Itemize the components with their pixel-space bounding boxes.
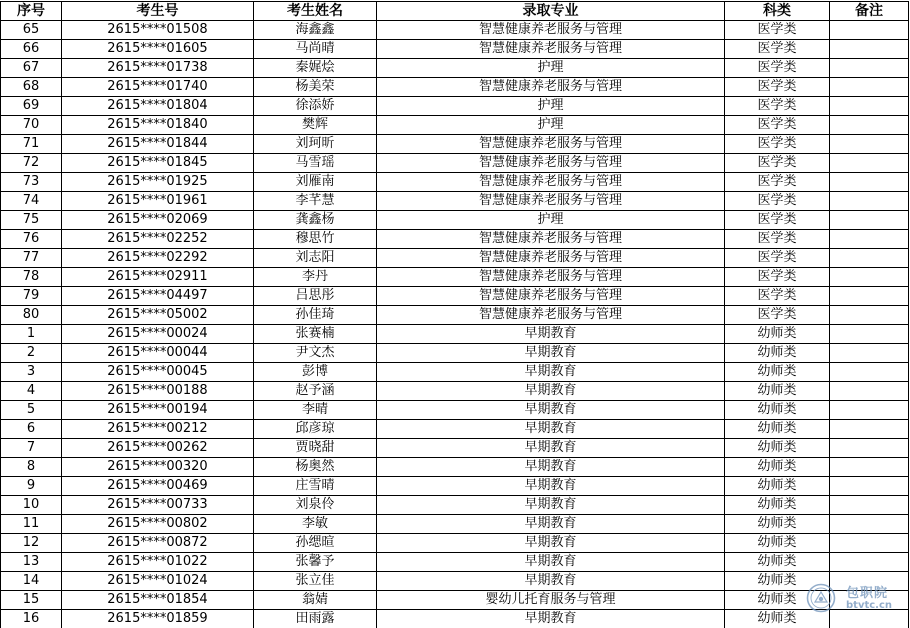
table-row: [1, 572, 909, 591]
cell-admitted-major: 早期教育: [377, 496, 725, 515]
table-row: [1, 515, 909, 534]
cell-exam-number: 2615****00733: [62, 496, 254, 515]
cell-student-name: 龚鑫杨: [254, 211, 377, 230]
cell-serial: 1: [1, 325, 62, 344]
cell-serial: 14: [1, 572, 62, 591]
cell-student-name: 海鑫鑫: [254, 21, 377, 40]
watermark: [806, 582, 906, 616]
cell-exam-number: 2615****01844: [62, 135, 254, 154]
cell-admitted-major: 早期教育: [377, 439, 725, 458]
cell-admitted-major: 护理: [377, 211, 725, 230]
cell-remarks: [830, 59, 909, 78]
cell-remarks: [830, 477, 909, 496]
cell-admitted-major: 早期教育: [377, 458, 725, 477]
cell-serial: 78: [1, 268, 62, 287]
cell-exam-number: 2615****02911: [62, 268, 254, 287]
header-row: [1, 2, 909, 21]
cell-exam-number: 2615****02292: [62, 249, 254, 268]
table-row: [1, 78, 909, 97]
cell-admitted-major: 早期教育: [377, 325, 725, 344]
cell-serial: 10: [1, 496, 62, 515]
cell-remarks: [830, 553, 909, 572]
cell-exam-number: 2615****01605: [62, 40, 254, 59]
cell-admitted-major: 早期教育: [377, 572, 725, 591]
cell-student-name: 秦娓烩: [254, 59, 377, 78]
cell-remarks: [830, 306, 909, 325]
cell-exam-number: 2615****00262: [62, 439, 254, 458]
table-row: [1, 477, 909, 496]
cell-category: 幼师类: [725, 610, 830, 628]
cell-student-name: 刘泉伶: [254, 496, 377, 515]
table-row: [1, 40, 909, 59]
watermark-url: btvtc.cn: [846, 600, 893, 611]
cell-student-name: 杨奥然: [254, 458, 377, 477]
cell-student-name: 李芊慧: [254, 192, 377, 211]
table-row: [1, 97, 909, 116]
cell-student-name: 李晴: [254, 401, 377, 420]
cell-admitted-major: 护理: [377, 116, 725, 135]
cell-student-name: 李敏: [254, 515, 377, 534]
cell-exam-number: 2615****01845: [62, 154, 254, 173]
cell-admitted-major: 护理: [377, 97, 725, 116]
table-row: [1, 249, 909, 268]
cell-admitted-major: 智慧健康养老服务与管理: [377, 78, 725, 97]
cell-remarks: [830, 268, 909, 287]
cell-category: 幼师类: [725, 420, 830, 439]
cell-category: 幼师类: [725, 458, 830, 477]
admission-table: [0, 1, 909, 628]
table-row: [1, 610, 909, 628]
cell-category: 幼师类: [725, 363, 830, 382]
cell-serial: 72: [1, 154, 62, 173]
cell-serial: 6: [1, 420, 62, 439]
table-row: [1, 591, 909, 610]
cell-remarks: [830, 534, 909, 553]
table-row: [1, 211, 909, 230]
cell-exam-number: 2615****00024: [62, 325, 254, 344]
cell-remarks: [830, 287, 909, 306]
cell-serial: 3: [1, 363, 62, 382]
cell-exam-number: 2615****01022: [62, 553, 254, 572]
cell-remarks: [830, 173, 909, 192]
cell-category: 幼师类: [725, 496, 830, 515]
cell-serial: 71: [1, 135, 62, 154]
cell-admitted-major: 智慧健康养老服务与管理: [377, 154, 725, 173]
cell-exam-number: 2615****05002: [62, 306, 254, 325]
table-row: [1, 439, 909, 458]
cell-remarks: [830, 420, 909, 439]
cell-exam-number: 2615****00469: [62, 477, 254, 496]
cell-serial: 73: [1, 173, 62, 192]
cell-exam-number: 2615****00188: [62, 382, 254, 401]
cell-admitted-major: 早期教育: [377, 515, 725, 534]
cell-admitted-major: 智慧健康养老服务与管理: [377, 135, 725, 154]
cell-serial: 15: [1, 591, 62, 610]
table-row: [1, 268, 909, 287]
cell-admitted-major: 早期教育: [377, 344, 725, 363]
cell-student-name: 赵予涵: [254, 382, 377, 401]
table-row: [1, 116, 909, 135]
header-admitted-major: 录取专业: [377, 2, 725, 21]
cell-serial: 75: [1, 211, 62, 230]
cell-admitted-major: 早期教育: [377, 610, 725, 628]
cell-exam-number: 2615****00044: [62, 344, 254, 363]
cell-category: 幼师类: [725, 477, 830, 496]
cell-remarks: [830, 154, 909, 173]
cell-student-name: 翁婧: [254, 591, 377, 610]
cell-student-name: 刘珂昕: [254, 135, 377, 154]
cell-exam-number: 2615****02069: [62, 211, 254, 230]
cell-category: 医学类: [725, 154, 830, 173]
cell-remarks: [830, 325, 909, 344]
cell-exam-number: 2615****00194: [62, 401, 254, 420]
cell-category: 幼师类: [725, 572, 830, 591]
cell-exam-number: 2615****00320: [62, 458, 254, 477]
cell-remarks: [830, 211, 909, 230]
cell-serial: 4: [1, 382, 62, 401]
table-row: [1, 173, 909, 192]
table-row: [1, 344, 909, 363]
cell-admitted-major: 智慧健康养老服务与管理: [377, 230, 725, 249]
cell-student-name: 田雨露: [254, 610, 377, 628]
cell-student-name: 马尚晴: [254, 40, 377, 59]
table-row: [1, 553, 909, 572]
cell-remarks: [830, 192, 909, 211]
cell-exam-number: 2615****01859: [62, 610, 254, 628]
cell-serial: 65: [1, 21, 62, 40]
cell-exam-number: 2615****01925: [62, 173, 254, 192]
table-row: [1, 59, 909, 78]
cell-exam-number: 2615****00872: [62, 534, 254, 553]
cell-remarks: [830, 40, 909, 59]
cell-exam-number: 2615****00802: [62, 515, 254, 534]
header-serial: 序号: [1, 2, 62, 21]
cell-admitted-major: 智慧健康养老服务与管理: [377, 306, 725, 325]
table-row: [1, 458, 909, 477]
cell-student-name: 穆思竹: [254, 230, 377, 249]
cell-remarks: [830, 230, 909, 249]
cell-serial: 68: [1, 78, 62, 97]
cell-remarks: [830, 97, 909, 116]
cell-serial: 70: [1, 116, 62, 135]
cell-category: 医学类: [725, 59, 830, 78]
cell-admitted-major: 早期教育: [377, 363, 725, 382]
cell-student-name: 张馨予: [254, 553, 377, 572]
cell-serial: 8: [1, 458, 62, 477]
cell-admitted-major: 早期教育: [377, 553, 725, 572]
cell-exam-number: 2615****01508: [62, 21, 254, 40]
table-row: [1, 420, 909, 439]
cell-category: 医学类: [725, 268, 830, 287]
cell-category: 幼师类: [725, 439, 830, 458]
cell-admitted-major: 早期教育: [377, 534, 725, 553]
cell-admitted-major: 婴幼儿托育服务与管理: [377, 591, 725, 610]
cell-category: 医学类: [725, 192, 830, 211]
cell-exam-number: 2615****01961: [62, 192, 254, 211]
table-row: [1, 135, 909, 154]
cell-student-name: 张立佳: [254, 572, 377, 591]
cell-admitted-major: 智慧健康养老服务与管理: [377, 192, 725, 211]
cell-student-name: 马雪瑶: [254, 154, 377, 173]
header-remarks: 备注: [830, 2, 909, 21]
table-row: [1, 496, 909, 515]
table-row: [1, 401, 909, 420]
cell-exam-number: 2615****01804: [62, 97, 254, 116]
table-row: [1, 325, 909, 344]
cell-remarks: [830, 382, 909, 401]
cell-category: 医学类: [725, 306, 830, 325]
cell-remarks: [830, 116, 909, 135]
cell-exam-number: 2615****01024: [62, 572, 254, 591]
cell-category: 医学类: [725, 211, 830, 230]
cell-category: 幼师类: [725, 344, 830, 363]
cell-exam-number: 2615****02252: [62, 230, 254, 249]
table-row: [1, 192, 909, 211]
table-row: [1, 154, 909, 173]
cell-serial: 67: [1, 59, 62, 78]
cell-exam-number: 2615****01854: [62, 591, 254, 610]
cell-student-name: 孙佳琦: [254, 306, 377, 325]
cell-student-name: 彭博: [254, 363, 377, 382]
table-row: [1, 363, 909, 382]
watermark-name: 包职院: [846, 586, 889, 601]
cell-category: 医学类: [725, 287, 830, 306]
cell-serial: 12: [1, 534, 62, 553]
cell-serial: 76: [1, 230, 62, 249]
table-body: [1, 21, 909, 628]
cell-category: 医学类: [725, 173, 830, 192]
cell-serial: 9: [1, 477, 62, 496]
cell-remarks: [830, 344, 909, 363]
cell-student-name: 张赛楠: [254, 325, 377, 344]
cell-student-name: 尹文杰: [254, 344, 377, 363]
cell-serial: 69: [1, 97, 62, 116]
cell-category: 幼师类: [725, 515, 830, 534]
cell-exam-number: 2615****04497: [62, 287, 254, 306]
cell-exam-number: 2615****00212: [62, 420, 254, 439]
cell-admitted-major: 早期教育: [377, 477, 725, 496]
cell-student-name: 庄雪晴: [254, 477, 377, 496]
cell-serial: 16: [1, 610, 62, 628]
cell-admitted-major: 早期教育: [377, 420, 725, 439]
cell-category: 幼师类: [725, 382, 830, 401]
cell-serial: 79: [1, 287, 62, 306]
cell-serial: 66: [1, 40, 62, 59]
cell-student-name: 孙缌暄: [254, 534, 377, 553]
cell-category: 医学类: [725, 230, 830, 249]
cell-remarks: [830, 78, 909, 97]
cell-student-name: 李丹: [254, 268, 377, 287]
cell-admitted-major: 早期教育: [377, 401, 725, 420]
cell-student-name: 徐添娇: [254, 97, 377, 116]
cell-student-name: 贾晓甜: [254, 439, 377, 458]
cell-exam-number: 2615****01738: [62, 59, 254, 78]
cell-category: 医学类: [725, 40, 830, 59]
cell-admitted-major: 早期教育: [377, 382, 725, 401]
cell-student-name: 樊辉: [254, 116, 377, 135]
cell-student-name: 邱彦琼: [254, 420, 377, 439]
cell-exam-number: 2615****01740: [62, 78, 254, 97]
cell-serial: 11: [1, 515, 62, 534]
cell-student-name: 刘雁南: [254, 173, 377, 192]
header-exam-number: 考生号: [62, 2, 254, 21]
header-student-name: 考生姓名: [254, 2, 377, 21]
cell-serial: 7: [1, 439, 62, 458]
cell-serial: 5: [1, 401, 62, 420]
cell-student-name: 杨美荣: [254, 78, 377, 97]
cell-category: 医学类: [725, 97, 830, 116]
cell-category: 医学类: [725, 135, 830, 154]
cell-remarks: [830, 21, 909, 40]
cell-serial: 77: [1, 249, 62, 268]
cell-admitted-major: 智慧健康养老服务与管理: [377, 21, 725, 40]
cell-remarks: [830, 458, 909, 477]
cell-serial: 74: [1, 192, 62, 211]
cell-serial: 80: [1, 306, 62, 325]
cell-remarks: [830, 439, 909, 458]
cell-exam-number: 2615****01840: [62, 116, 254, 135]
cell-admitted-major: 智慧健康养老服务与管理: [377, 249, 725, 268]
cell-serial: 2: [1, 344, 62, 363]
cell-category: 医学类: [725, 116, 830, 135]
cell-category: 幼师类: [725, 534, 830, 553]
table-row: [1, 306, 909, 325]
table-row: [1, 382, 909, 401]
cell-category: 幼师类: [725, 591, 830, 610]
cell-student-name: 刘志阳: [254, 249, 377, 268]
cell-admitted-major: 护理: [377, 59, 725, 78]
header-category: 科类: [725, 2, 830, 21]
cell-admitted-major: 智慧健康养老服务与管理: [377, 173, 725, 192]
cell-category: 幼师类: [725, 325, 830, 344]
cell-student-name: 吕思彤: [254, 287, 377, 306]
table-row: [1, 287, 909, 306]
cell-category: 幼师类: [725, 553, 830, 572]
cell-remarks: [830, 496, 909, 515]
cell-category: 幼师类: [725, 401, 830, 420]
cell-admitted-major: 智慧健康养老服务与管理: [377, 287, 725, 306]
table-row: [1, 534, 909, 553]
cell-category: 医学类: [725, 78, 830, 97]
cell-remarks: [830, 249, 909, 268]
cell-category: 医学类: [725, 21, 830, 40]
table-row: [1, 230, 909, 249]
cell-remarks: [830, 135, 909, 154]
school-seal-icon: [806, 583, 836, 613]
cell-serial: 13: [1, 553, 62, 572]
cell-remarks: [830, 515, 909, 534]
cell-admitted-major: 智慧健康养老服务与管理: [377, 40, 725, 59]
cell-exam-number: 2615****00045: [62, 363, 254, 382]
cell-remarks: [830, 363, 909, 382]
cell-remarks: [830, 401, 909, 420]
cell-admitted-major: 智慧健康养老服务与管理: [377, 268, 725, 287]
cell-category: 医学类: [725, 249, 830, 268]
table-row: [1, 21, 909, 40]
